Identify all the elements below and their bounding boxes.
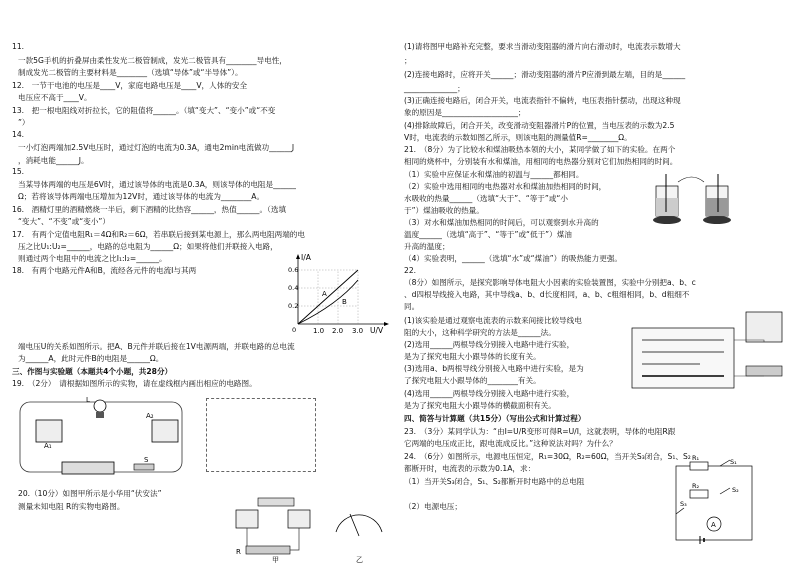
q18-line1: 18. 有两个电路元件A和B，流经各元件的电流I与其两 [12,266,197,275]
q16-line1: 16. 酒精灯里的酒精燃烧一半后，剩下酒精的比热容______，热值______。（选填 [12,205,287,214]
graph-ylabel: I/A [301,253,311,262]
xtick-3.0: 3.0 [352,327,364,335]
q20-figures [232,492,392,564]
curve-a [298,270,358,324]
r23: (1)该实验是通过观察电流表的示数来间接比较导线电 [404,316,582,325]
y-axis-arrow [296,254,300,259]
r3: (2)连接电路时，应将开关______；滑动变阻器的滑片P应滑到最左端，目的是______ [404,70,686,79]
graph-xlabel: U/V [370,326,384,335]
r8: V时，电流表的示数如图乙所示，则该电阻的测量值R=________Ω。 [404,133,632,142]
q18-line2: 端电压U的关系如图所示。把A、B元件并联后接在1V电源两端，并联电路的总电流 [18,342,295,351]
q24-label-s1: S₁ [730,458,737,466]
r18: （4）实验表明，______（选填“水”或“煤油”）的吸热能力更强。 [404,254,623,263]
q24-label-a: A [711,521,716,529]
r31: 23. （3分）某同学认为：“由I=U/R变形可得R=U/I，这就表明，导体的电阻R跟 [404,427,676,436]
q12-line1: 12. 一节干电池的电压是____V，家庭电路电压是____V，人体的安全 [12,81,248,90]
r7: (4)排除故障后，闭合开关，改变滑动变阻器滑片P的位置，当电压表的示数为2.5 [404,121,675,130]
q11-line2: 制成发光二极管的主要材料是________（选填“导体”或“半导体”）。 [18,68,243,77]
base-2 [703,216,731,224]
q15-number: 15. [12,167,25,176]
r34: 都断开时，电流表的示数为0.1A，求： [404,464,536,473]
q17-line2: 压之比U₁:U₂=______，电路的总电阻为______Ω；如果将他们并联接入电路， [18,242,278,251]
q14-line1: 一小灯泡两端加2.5V电压时，通过灯泡的电流为0.3A，通电2min电流做功______J [18,143,295,152]
base-1 [653,216,681,224]
q19-label-l: L [86,396,90,404]
r22: 同。 [404,302,420,311]
label-a: A [322,290,327,298]
r19: 22. [404,266,417,275]
q19-label-s: S [144,456,149,464]
q20-line1: 20.（10分）如图甲所示是小华用“伏安法” [18,489,162,498]
meter-dial-icon [336,515,382,532]
r6: 象的原因是____________________； [404,108,526,117]
label-jia: 甲 [272,556,279,564]
r11: （1）实验中应保证水和煤油的初温与______都相同。 [404,170,584,179]
label-b: B [342,298,347,306]
graph-origin: 0 [292,326,297,334]
q16-line2: “变大”、“不变”或“变小”） [18,217,110,226]
r9: 21. （8分）为了比较水和煤油吸热本领的大小，某同学做了如下的实验。在两个 [404,145,676,154]
q19-circuit [16,392,186,480]
q11-line1: 一款5G手机的折叠屏由柔性发光二极管制成，发光二极管具有________导电性， [18,56,287,65]
resistor-r1-icon [690,462,708,470]
q14-number: 14. [12,130,25,139]
q12-line2: 电压应不高于____V。 [18,93,92,102]
r29: (4)选用______两根导线分别接入电路中进行实验， [404,389,575,398]
rheostat-icon [258,498,294,506]
r24: 阻的大小，这种科学研究的方法是______法。 [404,328,556,337]
r17: 升高的温度； [404,242,450,251]
voltmeter-icon [236,510,258,528]
xtick-2.0: 2.0 [332,327,344,335]
wire-board [632,328,734,388]
r33: 24. （6分）如图所示，电源电压恒定，R₁=30Ω，R₂=60Ω，当开关S₃闭合，S₁、S₂ [404,452,691,461]
r35: （1）当开关S₃闭合，S₁、S₂都断开时电路中的总电阻 [404,477,585,486]
water-fill [656,198,678,216]
page-top [0,0,794,3]
xtick-1.0: 1.0 [313,327,325,335]
q20-battery-icon [246,546,290,554]
switch-s2-icon [720,488,730,494]
switch-s3-icon [676,508,684,514]
r21: 、d四根导线接入电路，其中导线a、b、d长度相同，a、b、c粗细相同，b、d粗细不 [404,290,690,299]
iu-graph [286,252,392,334]
r36: （2）电源电压； [404,502,462,511]
bulb-icon [94,400,106,412]
r5: (3)正确连接电路后，闭合开关，电流表指针不偏转，电压表指针摆动，出现这种现 [404,96,681,105]
r26: 是为了探究电阻大小跟导体的长度有关。 [404,352,541,361]
ytick-0.6: 0.6 [288,266,299,274]
q19-label-a2: A₂ [146,412,154,420]
r20: （8分）如图所示，是探究影响导体电阻大小因素的实验装置图，实验中分别把a、b、c [404,278,696,287]
q19-text: 19. （2分） 请根据如图所示的实物，请在虚线框内画出相应的电路图。 [12,379,257,388]
right-column [398,40,794,560]
r2: ； [404,56,412,65]
section-4-heading: 四、简答与计算题（共15分）（写出公式和计算过程） [404,414,586,423]
r13: 水吸收的热量______（选填“大于”、“等于”或“小 [404,194,568,203]
q13-line1: 13. 把一根电阻线对折拉长，它的阻值将______。（填“变大”、“变小”或“不变 [12,106,276,115]
r30: 是为了探究电阻大小跟导体的横截面积有关。 [404,401,556,410]
q15-line1: 当某导体两端的电压是6V时，通过该导体的电流是0.3A，则该导体的电阻是______ [18,180,296,189]
r1: (1)请将图甲电路补充完整，要求当滑动变阻器的滑片向右滑动时，电流表示数增大 [404,42,681,51]
q11-number: 11. [12,42,25,51]
q24-label-s3: S₃ [680,500,687,508]
battery-icon-22 [746,366,782,376]
oil-fill [706,198,728,216]
resistor-r2-icon [690,490,708,498]
r25: (2)选用______两根导线分别接入电路中进行实验， [404,340,575,349]
q17-line1: 17. 有两个定值电阻R₁＝4Ω和R₂＝6Ω，若串联后接到某电源上，那么两电阻两端的电 [12,230,305,239]
q24-label-r2: R₂ [692,482,700,490]
switch-s1-icon [720,460,730,466]
ammeter-icon-22 [746,312,782,342]
ammeter-a1-icon [36,420,62,442]
q14-line2: ，消耗电能______J。 [18,156,89,165]
q24-label-r1: R₁ [692,454,700,462]
r15: （3）对水和煤油加热相同的时间后，可以观察到水升高的 [404,218,599,227]
q18-line3: 为______A，此时元件B的电阻是______Ω。 [18,354,164,363]
r32: 它两端的电压成正比，跟电流成反比。”这种说法对吗？为什么？ [404,439,617,448]
r4: ______________； [404,84,465,93]
switch-icon [134,464,154,470]
q17-line3: 则通过两个电阻中的电流之比I₁:I₂=______。 [18,254,167,263]
q20-label-r: R [236,548,241,556]
q13-line2: ”） [18,118,30,127]
curve-b [298,280,358,324]
q15-line2: Ω；若将该导体两端电压增加为12V时，通过该导体的电流为________A。 [18,192,265,201]
section-3-heading: 三、作图与实验题（本题共4个小题，共28分） [12,367,173,376]
r27: (3)选用a、b两根导线分别接入电路中进行实验，是为 [404,364,584,373]
ytick-0.2: 0.2 [288,302,299,310]
r10: 相同的烧杯中，分别装有水和煤油，用相同的电热器分别对它们加热相同的时间。 [404,157,678,166]
ytick-0.4: 0.4 [288,284,299,292]
q24-label-s2: S₂ [732,486,739,494]
r16: 温度______（选填“高于”、“等于”或“低于”）煤油 [404,230,572,239]
q20-line2: 测量未知电阻 R的实物电路图。 [18,502,125,511]
battery-icon [62,462,114,474]
beaker-figure [646,172,756,228]
ammeter-a2-icon [152,420,178,442]
wire-board-figure [630,306,788,396]
r12: （2）实验中选用相同的电热器对水和煤油加热相同的时间， [404,182,607,191]
r14: 于”）煤油吸收的热量。 [404,206,484,215]
q19-label-a1: A₁ [44,442,52,450]
bulb-socket [96,412,104,418]
cable-icon [678,177,704,182]
left-column [0,40,392,564]
label-yi: 乙 [356,556,363,564]
x-axis-arrow [384,322,389,326]
r28: 了探究电阻大小跟导体的________有关。 [404,376,541,385]
q24-circuit [670,454,760,548]
drawing-box[interactable] [206,398,316,472]
meter-needle [350,514,359,536]
ammeter-icon [288,510,310,528]
